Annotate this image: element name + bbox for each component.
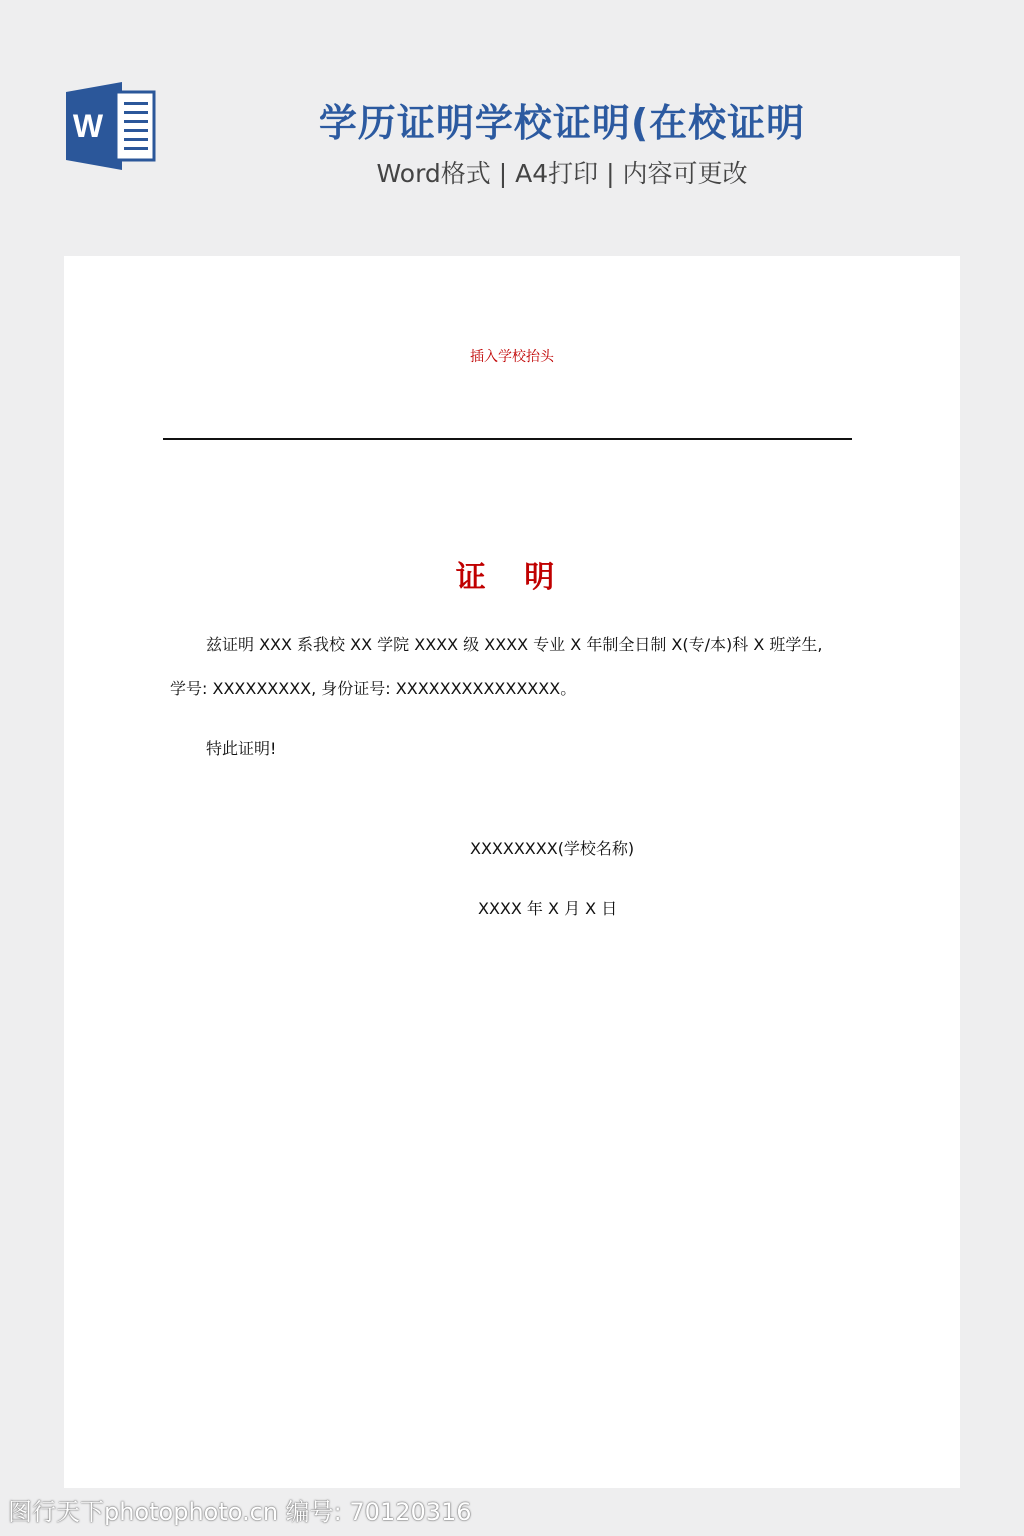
body-paragraph-line2: 学号: XXXXXXXXX, 身份证号: XXXXXXXXXXXXXXX。 bbox=[170, 679, 577, 698]
word-icon bbox=[64, 82, 156, 170]
document-page bbox=[64, 256, 960, 1488]
page-subtitle: Word格式 | A4打印 | 内容可更改 bbox=[376, 159, 748, 188]
word-icon-letter: W bbox=[72, 108, 104, 144]
watermark: 图行天下photophoto.cn 编号: 70120316 bbox=[8, 1498, 472, 1526]
body-paragraph-line1: 兹证明 XXX 系我校 XX 学院 XXXX 级 XXXX 专业 X 年制全日制 X(专/本)科 X 班学生, bbox=[206, 635, 823, 654]
closing-line: 特此证明! bbox=[206, 739, 277, 758]
letterhead-placeholder: 插入学校抬头 bbox=[470, 349, 554, 365]
certificate-heading: 证 明 bbox=[455, 560, 569, 595]
signature-school-name: XXXXXXXX(学校名称) bbox=[470, 839, 635, 858]
header-rule bbox=[163, 438, 852, 440]
header bbox=[0, 0, 1024, 240]
signature-date: XXXX 年 X 月 X 日 bbox=[478, 899, 618, 918]
page-title: 学历证明学校证明(在校证明 bbox=[318, 101, 806, 145]
